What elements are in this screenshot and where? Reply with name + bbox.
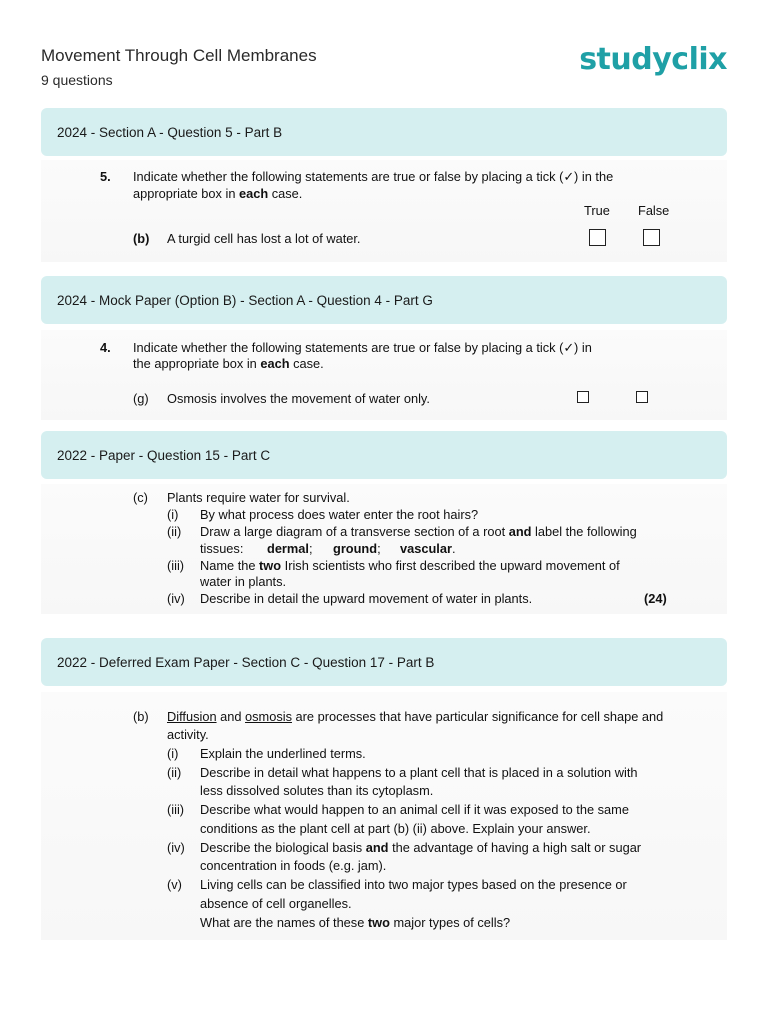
sub-number: (iv): [167, 591, 185, 606]
question-stem: Diffusion and osmosis are processes that have particular significance for cell shape and: [167, 709, 664, 724]
tissue-dermal: dermal;: [267, 541, 313, 556]
sub-number: (ii): [167, 524, 182, 539]
sub-question: Living cells can be classified into two major types based on the presence or: [200, 877, 627, 892]
question-stem-cont: activity.: [167, 727, 209, 742]
sub-question-cont: absence of cell organelles.: [200, 896, 352, 911]
sub-number: (v): [167, 877, 182, 892]
sub-question-cont: concentration in foods (e.g. jam).: [200, 858, 387, 873]
question-intro-line1: Indicate whether the following statements are true or false by placing a tick (✓) in the: [133, 169, 614, 184]
sub-number: (iii): [167, 802, 185, 817]
sub-question-cont: conditions as the plant cell at part (b) (ii) above. Explain your answer.: [200, 821, 591, 836]
sub-number: (ii): [167, 765, 182, 780]
banner-label: 2024 - Mock Paper (Option B) - Section A - Question 4 - Part G: [57, 292, 433, 308]
sub-question: Describe in detail the upward movement of water in plants.: [200, 591, 533, 606]
sub-question: Name the two Irish scientists who first described the upward movement of: [200, 558, 620, 573]
tissue-vascular: vascular.: [400, 541, 456, 556]
sub-question: Describe in detail what happens to a plant cell that is placed in a solution with: [200, 765, 638, 780]
question-banner-4[interactable]: [41, 638, 727, 686]
page-title: Movement Through Cell Membranes: [41, 46, 317, 65]
studyclix-logo[interactable]: studyclix: [579, 42, 727, 77]
underlined-term-osmosis: osmosis: [245, 709, 292, 724]
sub-question: By what process does water enter the root hairs?: [200, 507, 479, 522]
true-checkbox[interactable]: [589, 229, 606, 246]
true-checkbox[interactable]: [577, 391, 589, 403]
part-label: (b): [133, 709, 149, 724]
question-intro-line2: appropriate box in each case.: [133, 186, 303, 201]
banner-label: 2024 - Section A - Question 5 - Part B: [57, 124, 283, 140]
question-number: 5.: [100, 169, 111, 184]
false-checkbox[interactable]: [643, 229, 660, 246]
tissue-ground: ground;: [333, 541, 381, 556]
banner-label: 2022 - Deferred Exam Paper - Section C - Question 17 - Part B: [57, 654, 435, 670]
statement-text: A turgid cell has lost a lot of water.: [167, 231, 361, 246]
sub-question: Describe what would happen to an animal cell if it was exposed to the same: [200, 802, 629, 817]
tissues-label: tissues:: [200, 541, 244, 556]
sub-number: (iii): [167, 558, 185, 573]
sub-question: Draw a large diagram of a transverse section of a root and label the following: [200, 524, 637, 539]
part-label: (b): [133, 231, 150, 246]
sub-question-cont: What are the names of these two major types of cells?: [200, 915, 511, 930]
question-banner-2[interactable]: [41, 276, 727, 324]
sub-question: Describe the biological basis and the advantage of having a high salt or sugar: [200, 840, 642, 855]
sub-question-cont: water in plants.: [200, 574, 287, 589]
false-checkbox[interactable]: [636, 391, 648, 403]
column-false-label: False: [638, 203, 670, 218]
sub-number: (i): [167, 507, 179, 522]
part-label: (g): [133, 391, 149, 406]
marks-label: (24): [644, 591, 667, 606]
statement-text: Osmosis involves the movement of water only.: [167, 391, 430, 406]
question-banner-3[interactable]: [41, 431, 727, 479]
part-label: (c): [133, 490, 148, 505]
sub-number: (i): [167, 746, 179, 761]
underlined-term-diffusion: Diffusion: [167, 709, 217, 724]
sub-number: (iv): [167, 840, 185, 855]
question-count: 9 questions: [41, 72, 113, 88]
question-intro-line1: Indicate whether the following statements are true or false by placing a tick (✓) in: [133, 340, 592, 355]
question-stem: Plants require water for survival.: [167, 490, 350, 505]
banner-label: 2022 - Paper - Question 15 - Part C: [57, 447, 271, 463]
question-banner-1[interactable]: [41, 108, 727, 156]
sub-question: Explain the underlined terms.: [200, 746, 366, 761]
column-true-label: True: [584, 203, 610, 218]
sub-question-cont: less dissolved solutes than its cytoplasm.: [200, 783, 434, 798]
question-number: 4.: [100, 340, 111, 355]
question-intro-line2: the appropriate box in each case.: [133, 356, 324, 371]
